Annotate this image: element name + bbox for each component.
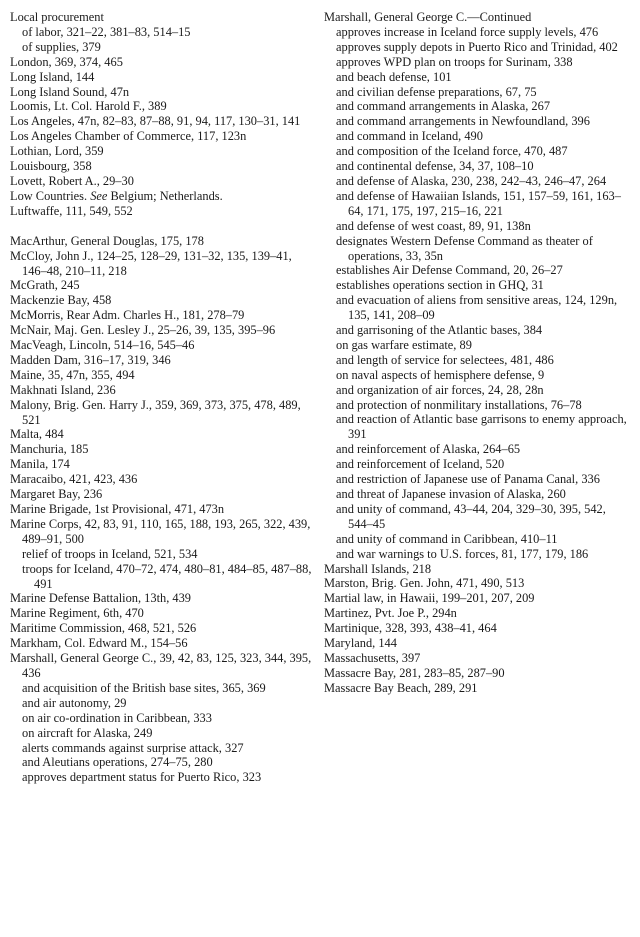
see-target: Belgium; Netherlands. xyxy=(107,188,223,203)
index-entry-text: McMorris, Rear Adm. Charles H., 181, 278–79 xyxy=(10,308,245,323)
index-entry-text: of labor, 321–22, 381–83, 514–15 xyxy=(22,24,191,39)
index-subentry xyxy=(10,741,312,756)
index-entry xyxy=(10,204,312,219)
index-entry xyxy=(10,502,312,517)
index-entry-text: Massachusetts, 397 xyxy=(324,650,421,665)
index-subentry xyxy=(324,278,630,293)
index-entry xyxy=(10,70,312,85)
index-section-gap xyxy=(10,219,312,234)
index-entry xyxy=(10,278,312,293)
index-entry xyxy=(324,10,630,25)
index-entry-text: approves department status for Puerto Rico, 323 xyxy=(22,770,262,785)
index-entry-text: on naval aspects of hemisphere defense, 9 xyxy=(336,367,545,382)
index-entry-text: Martinez, Pvt. Joe P., 294n xyxy=(324,606,457,621)
index-subentry xyxy=(324,99,630,114)
index-entry xyxy=(324,606,630,621)
index-entry-text: Local procurement xyxy=(10,10,104,24)
index-entry-text: relief of troops in Iceland, 521, 534 xyxy=(22,546,198,561)
index-entry-text: and garrisoning of the Atlantic bases, 384 xyxy=(336,323,543,338)
index-entry-text: and composition of the Iceland force, 470, 487 xyxy=(336,144,568,159)
index-entry xyxy=(10,144,312,159)
index-subentry xyxy=(324,189,630,219)
index-subentry xyxy=(10,681,312,696)
index-entry-text: Long Island Sound, 47n xyxy=(10,84,130,99)
index-entry-text: MacArthur, General Douglas, 175, 178 xyxy=(10,233,204,248)
index-entry-text: and length of service for selectees, 481, 486 xyxy=(336,352,554,367)
index-entry xyxy=(10,308,312,323)
index-entry xyxy=(10,338,312,353)
index-entry xyxy=(10,636,312,651)
index-entry-text: and command arrangements in Alaska, 267 xyxy=(336,99,551,114)
index-entry-text: designates Western Defense Command as theater of operations, 33, 35n xyxy=(336,233,593,263)
index-entry-text: approves WPD plan on troops for Surinam, 338 xyxy=(336,54,573,69)
index-entry xyxy=(324,576,630,591)
index-entry-text: establishes Air Defense Command, 20, 26–27 xyxy=(336,263,563,278)
index-subentry xyxy=(324,263,630,278)
index-entry-text: Madden Dam, 316–17, 319, 346 xyxy=(10,352,171,367)
index-entry-text: and air autonomy, 29 xyxy=(22,695,127,710)
index-entry xyxy=(10,383,312,398)
index-entry-text: Massacre Bay, 281, 283–85, 287–90 xyxy=(324,665,505,680)
index-subentry xyxy=(324,502,630,532)
index-subentry xyxy=(324,70,630,85)
index-entry-text: and command in Iceland, 490 xyxy=(336,129,483,144)
index-entry-text: Maracaibo, 421, 423, 436 xyxy=(10,472,138,487)
index-subentry xyxy=(324,442,630,457)
index-entry xyxy=(10,517,312,547)
index-subentry xyxy=(324,159,630,174)
index-entry-text: on air co-ordination in Caribbean, 333 xyxy=(22,710,212,725)
index-entry-text: and evacuation of aliens from sensitive areas, 124, 129n, 135, 141, 208–09 xyxy=(336,293,618,323)
index-subentry xyxy=(324,338,630,353)
index-entry xyxy=(10,353,312,368)
index-entry xyxy=(10,487,312,502)
index-entry-text: approves increase in Iceland force supply levels, 476 xyxy=(336,24,599,39)
index-entry-text: Manila, 174 xyxy=(10,457,70,472)
index-subentry xyxy=(324,25,630,40)
index-entry xyxy=(10,189,312,204)
index-subentry xyxy=(10,726,312,741)
see-reference: See xyxy=(90,188,108,203)
index-subentry xyxy=(324,398,630,413)
index-subentry xyxy=(324,129,630,144)
index-entry-text: Marston, Brig. Gen. John, 471, 490, 513 xyxy=(324,576,525,591)
index-entry-text: Loomis, Lt. Col. Harold F., 389 xyxy=(10,99,167,114)
index-entry xyxy=(324,636,630,651)
index-entry-text: Malta, 484 xyxy=(10,427,64,442)
index-subentry xyxy=(324,40,630,55)
index-entry-text: and civilian defense preparations, 67, 75 xyxy=(336,84,537,99)
index-subentry xyxy=(324,487,630,502)
index-entry-text: Lothian, Lord, 359 xyxy=(10,144,104,159)
index-subentry xyxy=(324,234,630,264)
index-subentry xyxy=(324,114,630,129)
index-entry-text: and restriction of Japanese use of Panama Canal, 336 xyxy=(336,472,600,487)
index-entry xyxy=(10,234,312,249)
index-subentry xyxy=(324,472,630,487)
index-entry xyxy=(10,621,312,636)
index-subentry xyxy=(10,770,312,785)
index-entry xyxy=(10,651,312,681)
index-entry xyxy=(10,174,312,189)
index-column-left xyxy=(10,10,312,785)
index-entry-text: and continental defense, 34, 37, 108–10 xyxy=(336,159,534,174)
index-entry-text: and acquisition of the British base sites, 365, 369 xyxy=(22,680,266,695)
index-entry-text: Los Angeles Chamber of Commerce, 117, 123n xyxy=(10,129,247,144)
index-subentry xyxy=(324,368,630,383)
index-entry-text: and reinforcement of Iceland, 520 xyxy=(336,457,505,472)
index-entry xyxy=(324,591,630,606)
index-entry xyxy=(10,323,312,338)
index-entry xyxy=(10,368,312,383)
index-entry-text: McCloy, John J., 124–25, 128–29, 131–32, 135, 139–41, 146–48, 210–11, 218 xyxy=(10,248,292,278)
index-entry-text: approves supply depots in Puerto Rico and Trinidad, 402 xyxy=(336,39,618,54)
index-entry xyxy=(10,472,312,487)
index-subentry xyxy=(10,547,312,562)
index-entry-text: Marine Brigade, 1st Provisional, 471, 473n xyxy=(10,502,225,516)
index-entry-text: Low Countries. xyxy=(10,188,88,203)
index-entry-text: on gas warfare estimate, 89 xyxy=(336,337,472,352)
index-entry-text: and defense of west coast, 89, 91, 138n xyxy=(336,218,531,233)
index-subentry xyxy=(10,711,312,726)
index-entry xyxy=(10,398,312,428)
index-entry xyxy=(10,293,312,308)
index-entry-text: and unity of command in Caribbean, 410–11 xyxy=(336,531,558,546)
index-entry xyxy=(324,651,630,666)
index-entry-text: and reinforcement of Alaska, 264–65 xyxy=(336,442,521,457)
index-entry-text: and Aleutians operations, 274–75, 280 xyxy=(22,755,213,770)
index-entry xyxy=(324,666,630,681)
index-entry-text: and defense of Alaska, 230, 238, 242–43, 246–47, 264 xyxy=(336,173,607,188)
index-subentry xyxy=(324,293,630,323)
index-subentry xyxy=(324,219,630,234)
index-entry-text: troops for Iceland, 470–72, 474, 480–81, 484–85, 487–88, 491 xyxy=(22,561,312,591)
index-entry-text: Martinique, 328, 393, 438–41, 464 xyxy=(324,621,497,636)
index-entry-text: Louisbourg, 358 xyxy=(10,159,92,174)
index-entry-text: Makhnati Island, 236 xyxy=(10,382,116,397)
index-entry xyxy=(10,427,312,442)
index-subentry xyxy=(10,25,312,40)
index-subentry xyxy=(324,174,630,189)
index-subentry xyxy=(10,40,312,55)
index-subentry xyxy=(324,55,630,70)
index-entry xyxy=(324,681,630,696)
index-entry xyxy=(324,621,630,636)
index-entry-text: and reaction of Atlantic base garrisons to enemy approach, 391 xyxy=(336,412,627,442)
index-entry-text: and threat of Japanese invasion of Alaska, 260 xyxy=(336,487,566,501)
index-entry-text: Maritime Commission, 468, 521, 526 xyxy=(10,621,197,636)
index-entry-text: and beach defense, 101 xyxy=(336,69,452,84)
index-entry-text: London, 369, 374, 465 xyxy=(10,54,123,69)
index-subentry xyxy=(324,383,630,398)
index-entry-text: of supplies, 379 xyxy=(22,39,101,54)
index-entry-text: alerts commands against surprise attack, 327 xyxy=(22,740,244,755)
index-entry-text: Marshall, General George C., 39, 42, 83, 125, 323, 344, 395, 436 xyxy=(10,651,312,680)
index-entry-text: Massacre Bay Beach, 289, 291 xyxy=(324,680,478,695)
index-entry-text: Lovett, Robert A., 29–30 xyxy=(10,173,134,188)
index-column-right xyxy=(324,10,630,696)
index-entry-text: and command arrangements in Newfoundland, 396 xyxy=(336,114,590,129)
index-entry-text: establishes operations section in GHQ, 31 xyxy=(336,278,544,293)
index-entry xyxy=(10,99,312,114)
index-entry-text: Long Island, 144 xyxy=(10,69,95,84)
index-entry-text: Mackenzie Bay, 458 xyxy=(10,293,112,308)
index-entry xyxy=(324,562,630,577)
index-entry-text: MacVeagh, Lincoln, 514–16, 545–46 xyxy=(10,338,195,353)
index-entry-text: and defense of Hawaiian Islands, 151, 157–59, 161, 163–64, 171, 175, 197, 215–16, 221 xyxy=(336,188,621,218)
index-entry xyxy=(10,606,312,621)
index-entry-text: on aircraft for Alaska, 249 xyxy=(22,725,153,740)
index-entry-text: Los Angeles, 47n, 82–83, 87–88, 91, 94, 117, 130–31, 141 xyxy=(10,114,301,129)
index-entry xyxy=(10,129,312,144)
index-entry-text: McGrath, 245 xyxy=(10,278,80,293)
index-entry-text: Marine Defense Battalion, 13th, 439 xyxy=(10,591,191,606)
index-entry-text: Luftwaffe, 111, 549, 552 xyxy=(10,203,133,218)
index-entry-text: Malony, Brig. Gen. Harry J., 359, 369, 373, 375, 478, 489, 521 xyxy=(10,397,301,427)
index-subentry xyxy=(324,547,630,562)
index-entry-text: Marshall Islands, 218 xyxy=(324,561,432,576)
index-entry-text: and unity of command, 43–44, 204, 329–30, 395, 542, 544–45 xyxy=(336,501,606,531)
index-entry xyxy=(10,114,312,129)
index-subentry xyxy=(10,562,312,592)
index-entry xyxy=(10,442,312,457)
index-entry-text: Margaret Bay, 236 xyxy=(10,487,103,502)
index-entry-text: and organization of air forces, 24, 28, 28n xyxy=(336,382,544,397)
index-entry xyxy=(10,249,312,279)
index-entry xyxy=(10,85,312,100)
index-entry-text: Manchuria, 185 xyxy=(10,442,89,457)
index-entry-text: Marine Regiment, 6th, 470 xyxy=(10,606,144,621)
index-entry-text: and protection of nonmilitary installations, 76–78 xyxy=(336,397,582,412)
index-subentry xyxy=(324,412,630,442)
index-entry-text: Marshall, General George C.—Continued xyxy=(324,10,532,24)
index-entry xyxy=(10,10,312,25)
index-subentry xyxy=(324,532,630,547)
index-entry-text: and war warnings to U.S. forces, 81, 177, 179, 186 xyxy=(336,546,589,561)
index-subentry xyxy=(324,85,630,100)
index-entry-text: Marine Corps, 42, 83, 91, 110, 165, 188, 193, 265, 322, 439, 489–91, 500 xyxy=(10,516,311,546)
index-entry-text: McNair, Maj. Gen. Lesley J., 25–26, 39, 135, 395–96 xyxy=(10,323,276,338)
index-entry-text: Maryland, 144 xyxy=(324,636,397,651)
index-entry xyxy=(10,159,312,174)
index-entry-text: Maine, 35, 47n, 355, 494 xyxy=(10,367,135,382)
index-subentry xyxy=(324,353,630,368)
index-subentry xyxy=(10,696,312,711)
index-subentry xyxy=(10,755,312,770)
index-subentry xyxy=(324,323,630,338)
index-subentry xyxy=(324,144,630,159)
index-entry-text: Markham, Col. Edward M., 154–56 xyxy=(10,636,188,651)
index-entry-text: Martial law, in Hawaii, 199–201, 207, 209 xyxy=(324,591,535,606)
index-entry xyxy=(10,591,312,606)
index-entry xyxy=(10,457,312,472)
index-entry xyxy=(10,55,312,70)
index-subentry xyxy=(324,457,630,472)
